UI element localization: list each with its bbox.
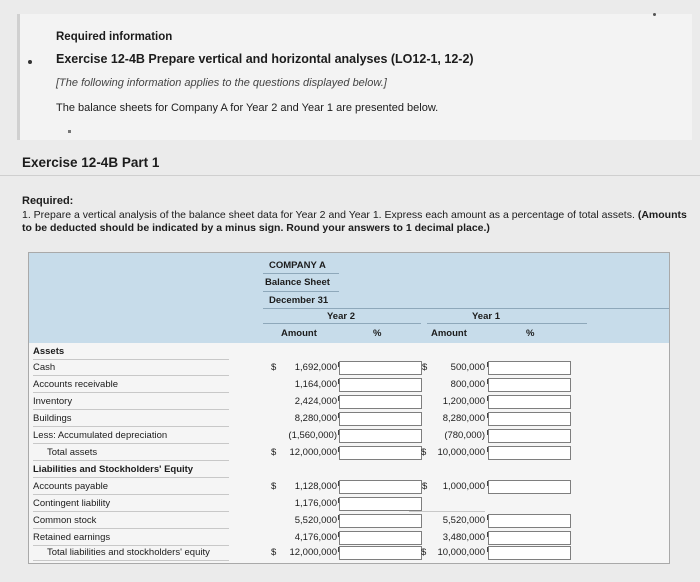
bullet-icon [28,60,32,64]
row-label-contingent-liability: Contingent liability [33,496,229,512]
currency-symbol: $ [422,362,428,373]
divider [263,273,339,274]
year2-header: Year 2 [327,311,355,322]
bullet-icon [68,130,71,133]
divider [263,323,421,324]
row-label-buildings: Buildings [33,411,229,427]
amount-year2-contingent-liability: 1,176,000 [294,498,337,509]
amount-year1-retained-earnings: 3,480,000 [442,532,485,543]
year2-amount-header: Amount [281,328,317,339]
divider [427,323,587,324]
row-label-accounts-receivable: Accounts receivable [33,377,229,393]
instruction-text: 1. Prepare a vertical analysis of the balance sheet data for Year 2 and Year 1. Express each amount as a percentage of total assets. [22,209,635,221]
statement-title: Balance Sheet [265,277,330,288]
required-instruction [22,209,687,235]
amount-year2-accounts-receivable: 1,164,000 [294,379,337,390]
row-label-inventory: Inventory [33,394,229,410]
statement-date: December 31 [269,295,329,306]
dot-icon [653,13,656,16]
required-label: Required: [22,195,74,207]
amount-year1-accumulated-depreciation: (780,000) [444,430,485,441]
row-label-common-stock: Common stock [33,513,229,529]
amount-year2-accounts-payable: 1,128,000 [294,481,337,492]
percent-input-year1-cash[interactable] [488,361,571,375]
exercise-note: [The following information applies to the questions displayed below.] [56,77,387,89]
amount-year1-cash: 500,000 [450,362,485,373]
year1-amount-header: Amount [431,328,467,339]
year1-percent-header: % [526,328,535,339]
instruction-emphasis: (Amounts to be deducted should be indicated by a minus sign. Round your answers to 1 decimal place.) [22,209,687,234]
currency-symbol: $ [422,481,428,492]
exercise-title: Exercise 12-4B Prepare vertical and horizontal analyses (LO12-1, 12-2) [56,52,474,66]
amount-year2-total-assets: 12,000,000 [289,447,337,458]
divider [263,308,669,309]
row-label-assets: Assets [33,344,229,360]
currency-symbol: $ [421,447,427,458]
percent-input-year1-common-stock[interactable] [488,514,571,528]
row-label-accounts-payable: Accounts payable [33,479,229,495]
percent-input-year1-accounts-receivable[interactable] [488,378,571,392]
percent-input-year1-total-assets[interactable] [488,446,571,460]
row-label-retained-earnings: Retained earnings [33,530,229,546]
information-panel [17,14,692,140]
empty-cell [409,496,485,512]
part-title: Exercise 12-4B Part 1 [22,155,160,170]
percent-input-year1-accumulated-depreciation[interactable] [488,429,571,443]
amount-year1-accounts-payable: 1,000,000 [442,481,485,492]
amount-year2-cash: 1,692,000 [294,362,337,373]
balance-sheet-table [28,252,670,564]
amount-year2-accumulated-depreciation: (1,560,000) [288,430,337,441]
row-label-accumulated-depreciation: Less: Accumulated depreciation [33,428,229,444]
percent-input-year1-retained-earnings[interactable] [488,531,571,545]
row-label-total-assets: Total assets [33,445,229,461]
amount-year2-total-liabilities-equity: 12,000,000 [289,547,337,558]
amount-year1-inventory: 1,200,000 [442,396,485,407]
year1-header: Year 1 [472,311,500,322]
row-label-liabilities-equity: Liabilities and Stockholders' Equity [33,462,229,478]
amount-year1-accounts-receivable: 800,000 [450,379,485,390]
amount-year1-total-assets: 10,000,000 [437,447,485,458]
currency-symbol: $ [271,362,277,373]
year2-percent-header: % [373,328,382,339]
currency-symbol: $ [271,547,277,558]
row-label-total-liabilities-equity: Total liabilities and stockholders' equity [33,545,229,561]
amount-year1-buildings: 8,280,000 [442,413,485,424]
amount-year2-retained-earnings: 4,176,000 [294,532,337,543]
amount-year1-common-stock: 5,520,000 [442,515,485,526]
currency-symbol: $ [271,481,277,492]
amount-year2-common-stock: 5,520,000 [294,515,337,526]
amount-year2-buildings: 8,280,000 [294,413,337,424]
table-header [29,253,669,343]
exercise-intro: The balance sheets for Company A for Year 2 and Year 1 are presented below. [56,102,439,114]
percent-input-year1-inventory[interactable] [488,395,571,409]
divider [263,291,339,292]
percent-input-year1-buildings[interactable] [488,412,571,426]
divider [0,175,700,176]
currency-symbol: $ [421,547,427,558]
currency-symbol: $ [271,447,277,458]
amount-year2-inventory: 2,424,000 [294,396,337,407]
row-label-cash: Cash [33,360,229,376]
percent-input-year1-accounts-payable[interactable] [488,480,571,494]
percent-input-year1-total-liabilities-equity[interactable] [488,546,571,560]
amount-year1-total-liabilities-equity: 10,000,000 [437,547,485,558]
required-information-heading: Required information [56,31,173,43]
company-name: COMPANY A [269,260,326,271]
